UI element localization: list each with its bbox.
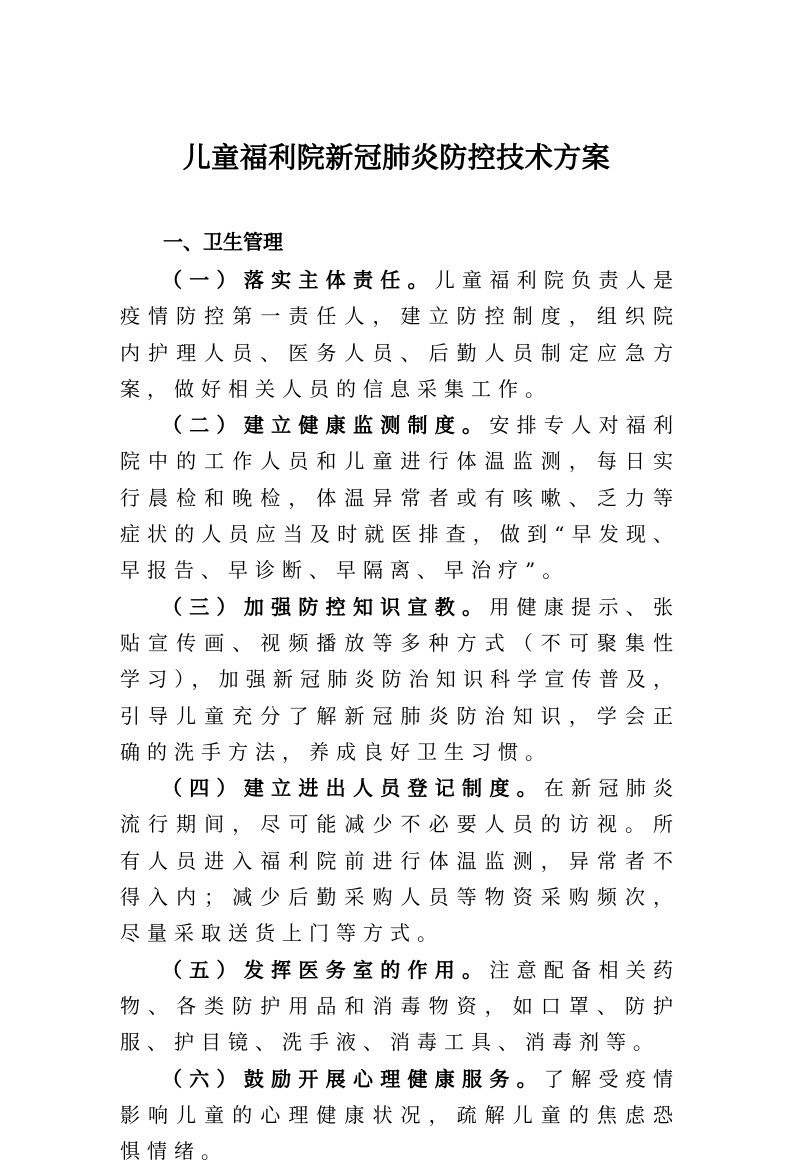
paragraph-lead: （五）发挥医务室的作用。 (162, 957, 490, 982)
paragraph-text: 在新冠肺炎流行期间，尽可能减少不必要人员的访视。所有人员进入福利院前进行体温监测，异常者不得入内；减少后勤采购人员等物资采购频次，尽量采取送货上门等方式。 (120, 776, 681, 946)
paragraph-text: 了解受疫情影响儿童的心理健康状况，疏解儿童的焦虑恐惧情绪。 (120, 1066, 681, 1164)
paragraph-4 (120, 770, 680, 951)
section-body (120, 262, 680, 1169)
paragraph-2 (120, 407, 680, 588)
paragraph-text: 儿童福利院负责人是疫情防控第一责任人，建立防控制度，组织院内护理人员、医务人员、后勤人员制定应急方案，做好相关人员的信息采集工作。 (120, 268, 681, 401)
paragraph-5 (120, 952, 680, 1061)
section-heading: 一、卫生管理 (163, 230, 283, 254)
paragraph-lead: （六）鼓励开展心理健康服务。 (162, 1066, 544, 1091)
paragraph-lead: （三）加强防控知识宣教。 (162, 594, 490, 619)
document-title: 儿童福利院新冠肺炎防控技术方案 (182, 141, 611, 174)
paragraph-lead: （一）落实主体责任。 (162, 268, 435, 292)
paragraph-6 (120, 1061, 680, 1169)
paragraph-3 (120, 589, 680, 770)
paragraph-text: 用健康提示、张贴宣传画、视频播放等多种方式（不可聚集性学习），加强新冠肺炎防治知识科学宣传普及，引导儿童充分了解新冠肺炎防治知识，学会正确的洗手方法，养成良好卫生习惯。 (120, 594, 681, 764)
paragraph-lead: （二）建立健康监测制度。 (162, 413, 490, 438)
paragraph-text: 安排专人对福利院中的工作人员和儿童进行体温监测，每日实行晨检和晚检，体温异常者或有咳嗽、乏力等症状的人员应当及时就医排查，做到“早发现、早报告、早诊断、早隔离、早治疗”。 (120, 413, 681, 583)
paragraph-lead: （四）建立进出人员登记制度。 (162, 776, 544, 801)
paragraph-1 (120, 262, 680, 407)
paragraph-text: 注意配备相关药物、各类防护用品和消毒物资，如口罩、防护服、护目镜、洗手液、消毒工具、消毒剂等。 (120, 957, 681, 1055)
